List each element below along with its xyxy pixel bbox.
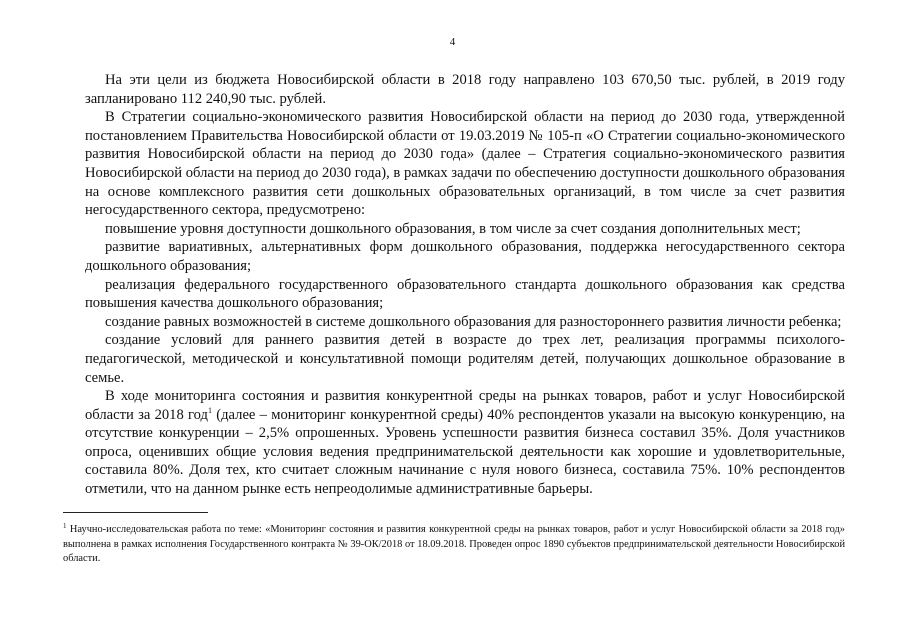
- footnote-reference: 1: [207, 405, 212, 415]
- page-number: 4: [449, 36, 456, 48]
- document-body: [85, 71, 845, 499]
- footnote-mark: 1: [63, 522, 67, 530]
- footnote-text: Научно-исследовательская работа по теме: «Мониторинг состояния и развития конкурентной среды на рынках товаров, работ и услуг Новосибирской области за 2018 год» выполнена в рамках исполнения Государственного контракта № 39-ОК/2018 от 18.09.2018. Проведен опрос 1890 субъектов предпринимательской деятельности Новосибирской области.: [63, 524, 845, 565]
- paragraph-item-standard: реализация федерального государственного образовательного стандарта дошкольного образования как средства повышения качества дошкольного образования;: [85, 276, 845, 312]
- paragraph-budget: На эти цели из бюджета Новосибирской области в 2018 году направлено 103 670,50 тыс. рублей, в 2019 году запланировано 112 240,90 тыс. рублей.: [85, 72, 845, 107]
- monitoring-text-start: В ходе мониторинга состояния и развития конкурентной среды на рынках товаров, работ и услуг Новосибирской области за 2018 год: [85, 388, 845, 423]
- paragraph-item-equal-opportunities: создание равных возможностей в системе дошкольного образования для разностороннего развития личности ребенка;: [105, 313, 842, 330]
- footnote: [63, 523, 845, 567]
- paragraph-strategy: В Стратегии социально-экономического развития Новосибирской области на период до 2030 года, утвержденной постановлением Правительства Новосибирской области от 19.03.2019 № 105-п «О Стратегии социально-экономического развития Новосибирской области на период до 2030 года» (далее – Стратегия социально-экономического развития Новосибирской области на период до 2030 года), в рамках задачи по обеспечению доступности дошкольного образования на основе комплексного развития сети дошкольных образовательных организаций, в том числе за счет развития негосударственного сектора, предусмотрено:: [85, 109, 845, 219]
- paragraph-item-variative-forms: развитие вариативных, альтернативных форм дошкольного образования, поддержка негосударственного сектора дошкольного образования;: [85, 239, 845, 274]
- paragraph-item-accessibility: повышение уровня доступности дошкольного образования, в том числе за счет создания дополнительных мест;: [105, 220, 801, 237]
- monitoring-text-end: (далее – мониторинг конкурентной среды) 40% респондентов указали на высокую конкуренцию, на отсутствие конкуренции – 2,5% опрошенных. Уровень успешности развития бизнеса составил 35%. Доля участников опроса, оценивших общие условия ведения предпринимательской деятельности как хорошие и удовлетворительные, составила 80%. Доля тех, кто считает сложным начинание с нуля нового бизнеса, составила 75%. 10% респондентов отметили, что на данном рынке есть непреодолимые административные барьеры.: [85, 406, 845, 498]
- paragraph-monitoring: [85, 387, 845, 499]
- footnote-divider: [63, 512, 208, 513]
- paragraph-item-early-development: создание условий для раннего развития детей в возрасте до трех лет, реализация программы психолого-педагогической, методической и консультативной помощи родителям детей, получающих дошкольное образование в семье.: [85, 332, 845, 386]
